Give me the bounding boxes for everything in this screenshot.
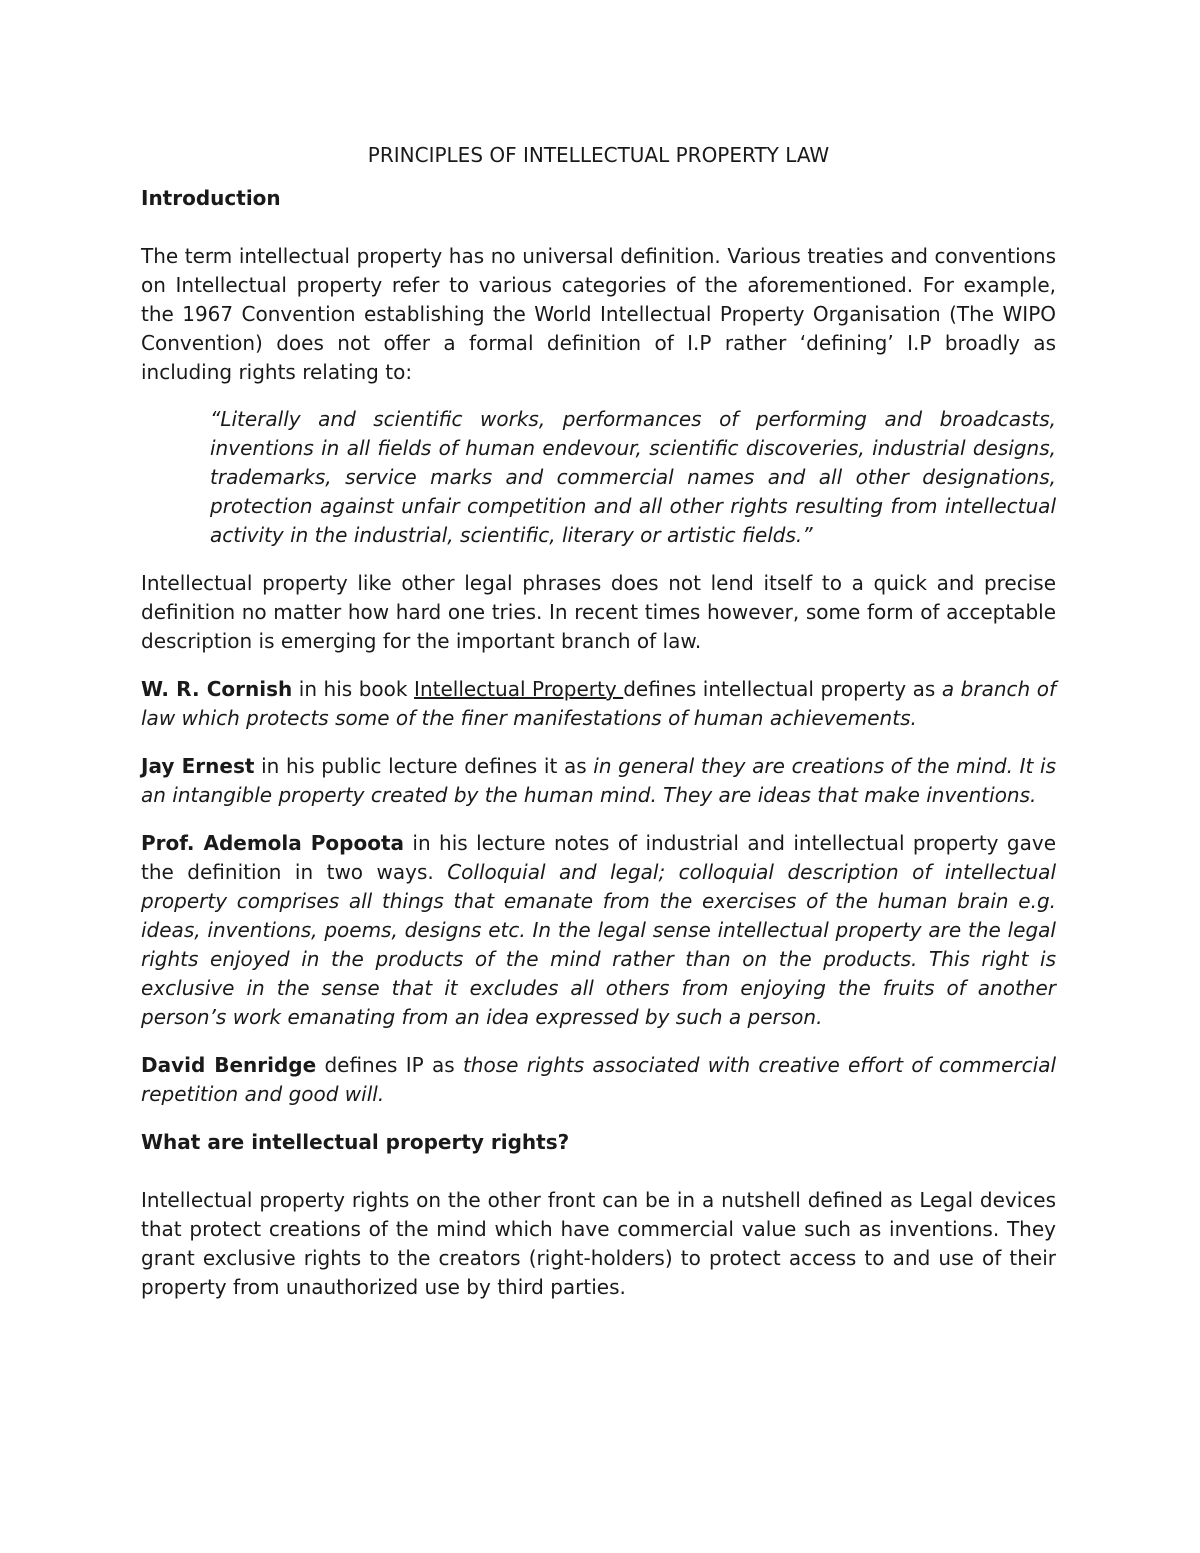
document-page [141, 141, 1056, 1321]
cornish-book-title: Intellectual Property [414, 677, 624, 701]
benridge-name: David Benridge [141, 1053, 317, 1077]
introduction-heading: Introduction [141, 186, 281, 210]
rights-heading: What are intellectual property rights? [141, 1130, 570, 1154]
ernest-name: Jay Ernest [141, 754, 255, 778]
ernest-definition: in general they are creations of the mind. It is an intangible property created by the human mind. They are ideas that make inventions. [141, 754, 1056, 807]
ernest-text-1: in his public lecture defines it as [254, 754, 594, 778]
benridge-paragraph [141, 1051, 1056, 1109]
cornish-paragraph [141, 675, 1056, 733]
benridge-text-1: defines IP as [316, 1053, 463, 1077]
popoota-name: Prof. Ademola Popoota [141, 831, 405, 855]
benridge-definition: those rights associated with creative effort of commercial repetition and good will. [141, 1053, 1057, 1106]
cornish-definition: a branch of law which protects some of the finer manifestations of human achievements. [141, 677, 1056, 730]
wipo-quote: “Literally and scientific works, performances of performing and broadcasts, inventions in all fields of human endevour, scientific discoveries, industrial designs, trademarks, service marks and commercial names and all other designations, protection against unfair competition and all other rights resulting from intellectual activity in the industrial, scientific, literary or artistic fields.” [210, 407, 1056, 547]
definition-difficulty-paragraph: Intellectual property like other legal phrases does not lend itself to a quick and precise definition no matter how hard one tries. In recent times however, some form of acceptable description is emerging for the important branch of law. [141, 571, 1056, 653]
cornish-text-2: defines intellectual property as [623, 677, 942, 701]
cornish-name: W. R. Cornish [141, 677, 293, 701]
popoota-text-1: in his lecture notes of industrial and intellectual property gave the definition in two ways. [141, 831, 1056, 884]
popoota-definition: Colloquial and legal; colloquial description of intellectual property comprises all things that emanate from the exercises of the human brain e.g. ideas, inventions, poems, designs etc. In the legal sense intellectual property are the legal rights enjoyed in the products of the mind rather than on the products. This right is exclusive in the sense that it excludes all others from enjoying the fruits of another person’s work emanating from an idea expressed by such a person. [141, 860, 1056, 1029]
cornish-text-1: in his book [292, 677, 415, 701]
ernest-paragraph [141, 752, 1056, 810]
document-title: PRINCIPLES OF INTELLECTUAL PROPERTY LAW [367, 143, 830, 167]
popoota-paragraph [141, 829, 1056, 1032]
rights-paragraph: Intellectual property rights on the other front can be in a nutshell defined as Legal devices that protect creations of the mind which have commercial value such as inventions. They grant exclusive rights to the creators (right-holders) to protect access to and use of their property from unauthorized use by third parties. [141, 1188, 1056, 1299]
intro-paragraph: The term intellectual property has no universal definition. Various treaties and conventions on Intellectual property refer to various categories of the aforementioned. For example, the 1967 Convention establishing the World Intellectual Property Organisation (The WIPO Convention) does not offer a formal definition of I.P rather ‘defining’ I.P broadly as including rights relating to: [141, 244, 1056, 384]
